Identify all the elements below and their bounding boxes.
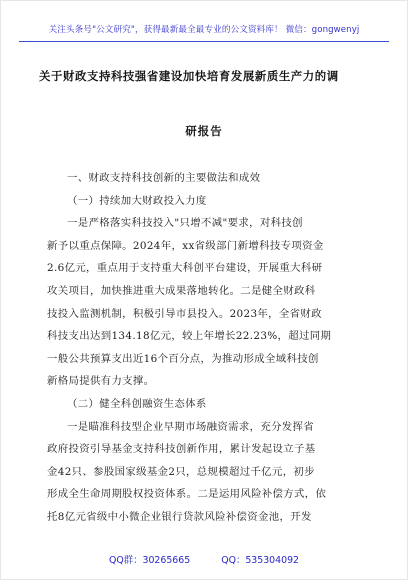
paragraph-line: 一般公共预算支出近16个百分点，为推动形成全域科技创 <box>47 352 319 365</box>
paragraph-line: 政府投资引导基金支持科技创新作用，累计发起设立子基 <box>47 443 316 456</box>
paragraph-line: 攻关项目，加快推进重大成果落地转化。二是健全财政科 <box>47 284 316 297</box>
paragraph-line: 技投入监测机制，积极引导市县投入。2023年，全省财政 <box>47 307 322 320</box>
subsection-heading: （二）健全科创融资生态体系 <box>67 397 207 410</box>
document-body <box>47 167 367 529</box>
header-banner <box>19 15 389 42</box>
paragraph-line: 新格局提供有力支撑。 <box>47 375 155 388</box>
document-title-continued: 研报告 <box>185 124 223 138</box>
paragraph-line: 金42只、参股国家级基金2只，总规模超过千亿元，初步 <box>47 465 315 478</box>
header-banner-text: 关注头条号"公文研究"，获得最新最全最专业的公文资料库！ 微信：gongwenyj <box>48 25 360 35</box>
paragraph-line: 新予以重点保障。2024年，xx省级部门新增科技专项资金 <box>47 239 324 252</box>
footer-qq-number: QQ：535304092 <box>221 555 300 566</box>
subsection-heading: （一）持续加大财政投入力度 <box>67 194 207 207</box>
paragraph-line: 一是瞄准科技型企业早期市场融资需求，充分发挥省 <box>67 420 315 433</box>
footer-qq-group: QQ群：30265665 <box>108 555 191 566</box>
paragraph-line: 形成全生命周期股权投资体系。二是运用风险补偿方式，依 <box>47 488 327 501</box>
section-heading: 一、财政支持科技创新的主要做法和成效 <box>67 172 261 184</box>
document-title: 关于财政支持科技强省建设加快培育发展新质生产力的调 <box>39 69 339 83</box>
footer-contact <box>1 552 407 566</box>
paragraph-line: 2.6亿元，重点用于支持重大科创平台建设，开展重大科研 <box>47 262 323 275</box>
paragraph-line: 一是严格落实科技投入"只增不减"要求，对科技创 <box>67 217 303 230</box>
paragraph-line: 科技支出达到134.18亿元，较上年增长22.23%，超过同期 <box>47 330 332 343</box>
paragraph-line: 托8亿元省级中小微企业银行贷款风险补偿资金池，开发 <box>47 510 312 523</box>
